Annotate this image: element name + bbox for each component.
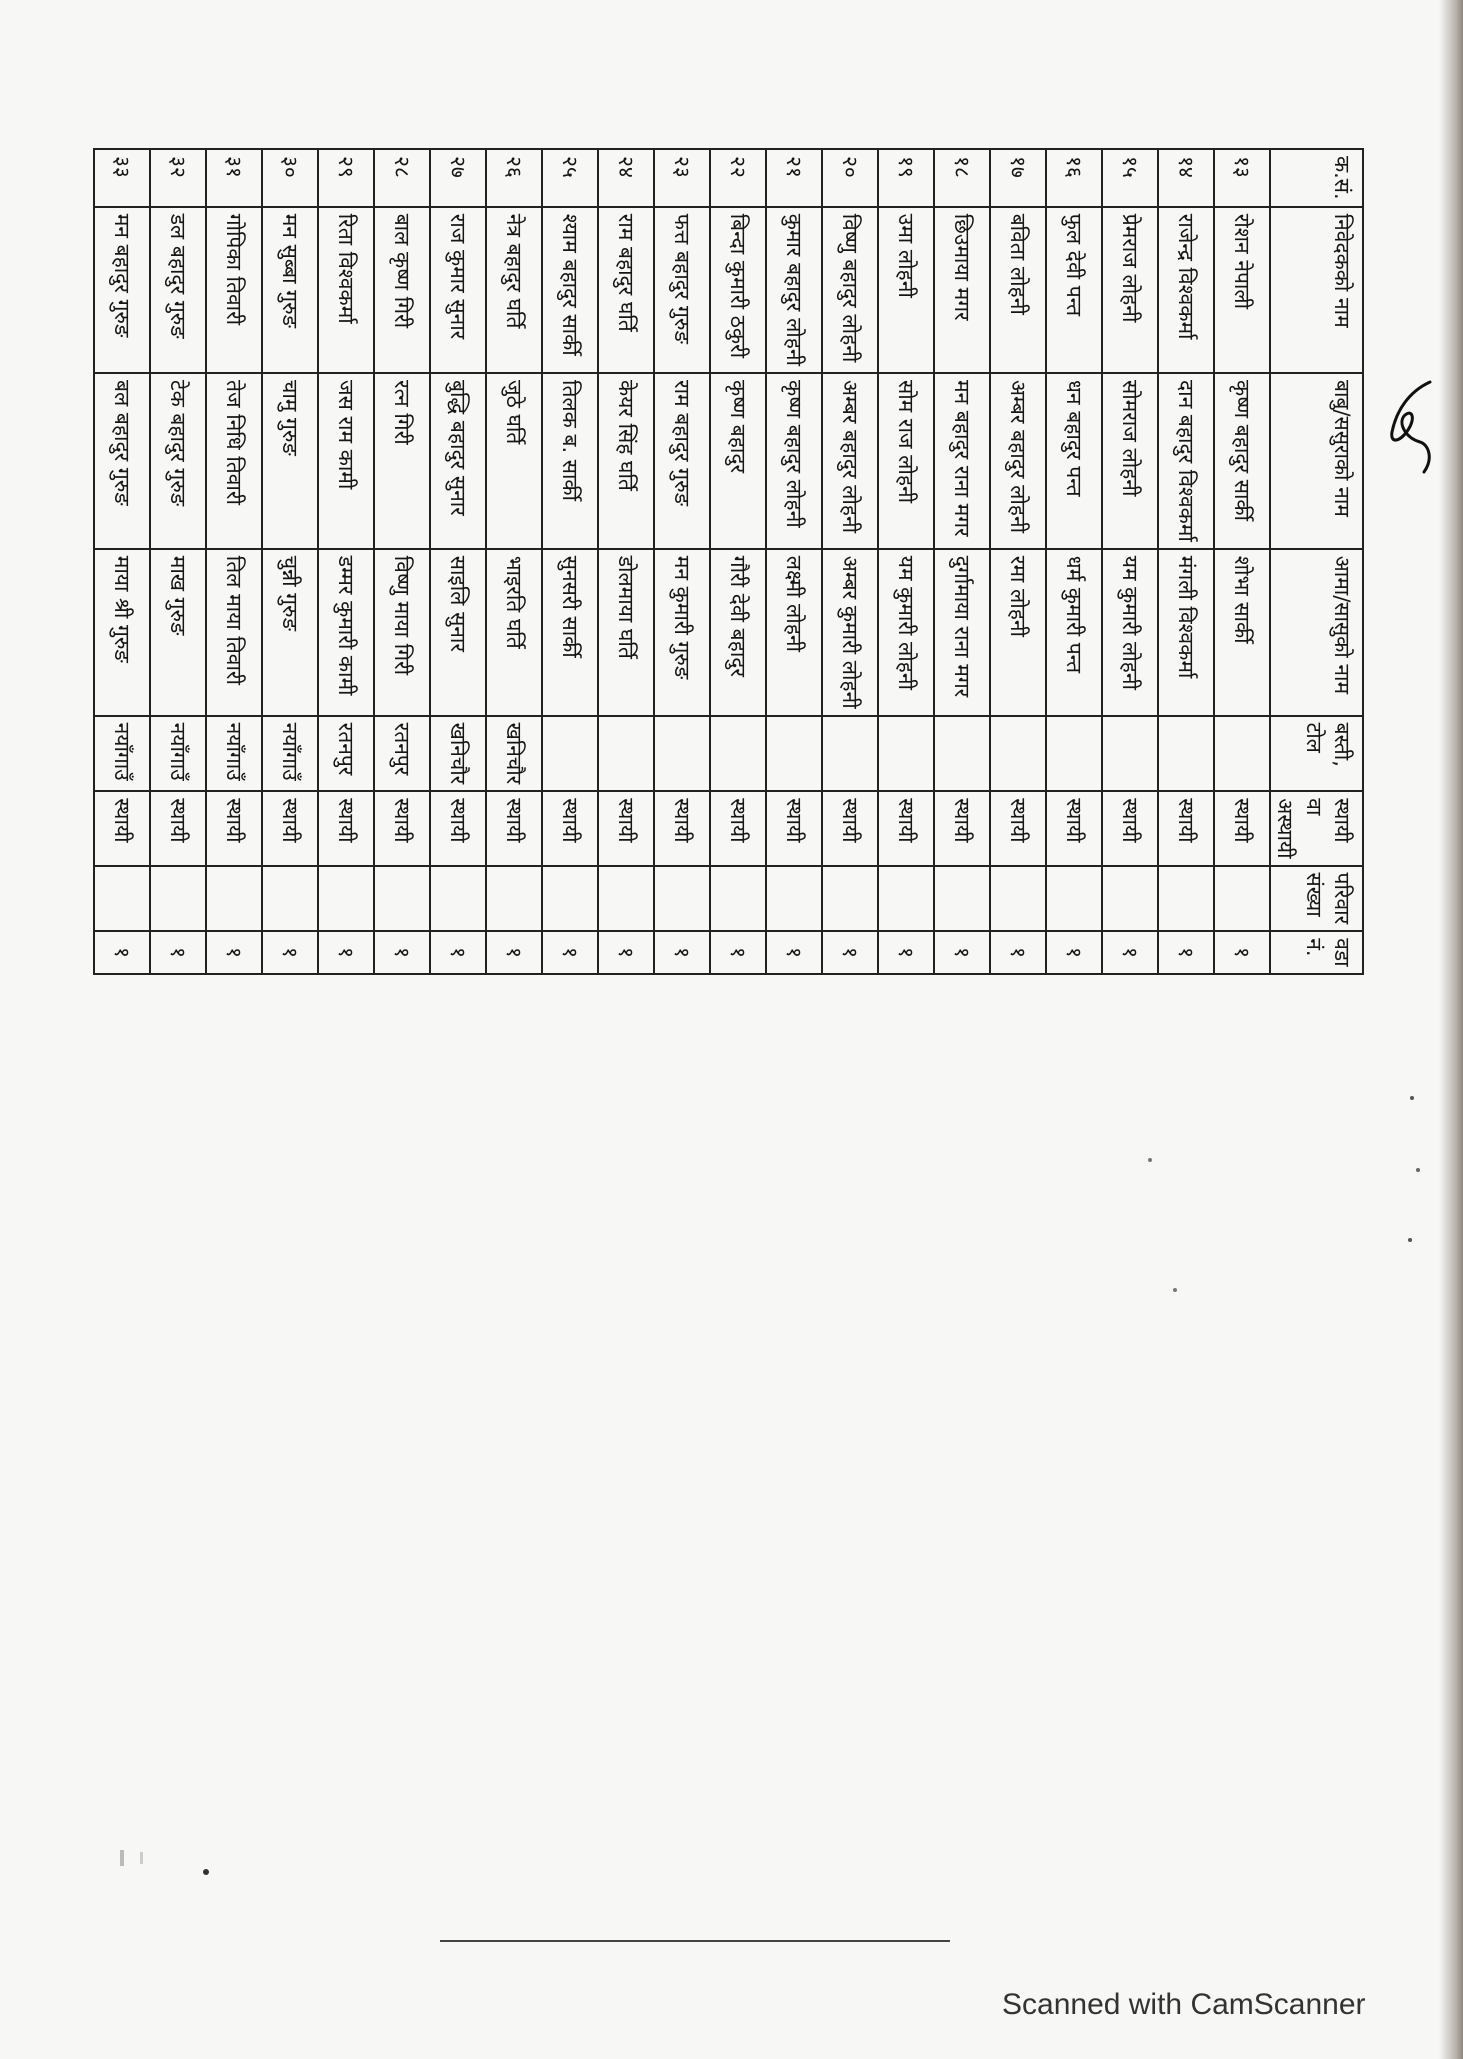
cell-tole: रतनपुर — [318, 716, 374, 792]
table-row — [1214, 149, 1270, 974]
table-row — [486, 149, 542, 974]
table-row — [934, 149, 990, 974]
cell-serial: ३२ — [150, 149, 206, 207]
cell-serial: १७ — [990, 149, 1046, 207]
cell-applicant-name: श्याम बहादुर सार्की — [542, 207, 598, 373]
cell-family-count — [262, 866, 318, 932]
cell-status: स्थायी — [206, 791, 262, 865]
cell-status: स्थायी — [150, 791, 206, 865]
cell-family-count — [430, 866, 486, 932]
cell-applicant-name: उमा लोहनी — [878, 207, 934, 373]
cell-family-count — [1046, 866, 1102, 932]
cell-mother-name: दुर्गामाया राना मगर — [934, 549, 990, 716]
cell-family-count — [822, 866, 878, 932]
cell-mother-name: भाइरति घर्ति — [486, 549, 542, 716]
cell-father-name: जस राम कामी — [318, 373, 374, 549]
register-table — [93, 148, 1364, 975]
cell-ward: १ — [318, 931, 374, 973]
table-row — [710, 149, 766, 974]
cell-family-count — [94, 866, 150, 932]
cell-tole — [598, 716, 654, 792]
cell-tole: रतनपुर — [374, 716, 430, 792]
table-row — [878, 149, 934, 974]
cell-serial: १४ — [1158, 149, 1214, 207]
cell-serial: २१ — [766, 149, 822, 207]
cell-applicant-name: डल बहादुर गुरुङ — [150, 207, 206, 373]
cell-father-name: अम्बर बहादुर लोहनी — [822, 373, 878, 549]
header-ward: वडा नं. — [1270, 931, 1363, 973]
cell-mother-name: साइलि सुनार — [430, 549, 486, 716]
cell-tole — [1214, 716, 1270, 792]
cell-mother-name: लक्ष्मी लोहनी — [766, 549, 822, 716]
cell-father-name: बल बहादुर गुरुङ — [94, 373, 150, 549]
cell-mother-name: गौरी देवी बहादुर — [710, 549, 766, 716]
cell-tole — [934, 716, 990, 792]
cell-mother-name: रमा लोहनी — [990, 549, 1046, 716]
table-row — [1102, 149, 1158, 974]
header-father-name: बाबु/ससुराको नाम — [1270, 373, 1363, 549]
table-row — [766, 149, 822, 974]
table-row — [318, 149, 374, 974]
cell-status: स्थायी — [318, 791, 374, 865]
header-sn: क.सं. — [1270, 149, 1363, 207]
table-row — [542, 149, 598, 974]
cell-tole — [766, 716, 822, 792]
table-row — [430, 149, 486, 974]
cell-family-count — [318, 866, 374, 932]
cell-status: स्थायी — [262, 791, 318, 865]
cell-family-count — [654, 866, 710, 932]
cell-father-name: धन बहादुर पन्त — [1046, 373, 1102, 549]
cell-applicant-name: बविता लोहनी — [990, 207, 1046, 373]
table-row — [1046, 149, 1102, 974]
footer-rule — [440, 1940, 950, 1942]
cell-family-count — [1102, 866, 1158, 932]
cell-status: स्थायी — [1158, 791, 1214, 865]
table-row — [94, 149, 150, 974]
camscanner-watermark: Scanned with CamScanner — [1002, 1988, 1366, 2021]
cell-family-count — [710, 866, 766, 932]
cell-serial: ३१ — [206, 149, 262, 207]
cell-father-name: राम बहादुर गुरुङ — [654, 373, 710, 549]
cell-father-name: कृष्ण बहादुर सार्की — [1214, 373, 1270, 549]
cell-father-name: सोमराज लोहनी — [1102, 373, 1158, 549]
cell-serial: १९ — [878, 149, 934, 207]
cell-ward: १ — [934, 931, 990, 973]
cell-serial: १८ — [934, 149, 990, 207]
cell-applicant-name: राजेन्द्र विश्वकर्मा — [1158, 207, 1214, 373]
header-status: स्थायी वा अस्थायी — [1270, 791, 1363, 865]
cell-tole: खनिचौर — [486, 716, 542, 792]
rotated-table-wrapper — [93, 148, 1364, 975]
cell-status: स्थायी — [822, 791, 878, 865]
cell-tole — [1046, 716, 1102, 792]
table-row — [654, 149, 710, 974]
cell-father-name: कृष्ण बहादुर लोहनी — [766, 373, 822, 549]
cell-serial: २५ — [542, 149, 598, 207]
cell-mother-name: मंगली विश्वकर्मा — [1158, 549, 1214, 716]
table-row — [990, 149, 1046, 974]
cell-tole: नयाँगाउँ — [94, 716, 150, 792]
cell-serial: २४ — [598, 149, 654, 207]
cell-tole — [542, 716, 598, 792]
cell-ward: १ — [150, 931, 206, 973]
cell-family-count — [150, 866, 206, 932]
cell-status: स्थायी — [878, 791, 934, 865]
table-row — [598, 149, 654, 974]
cell-mother-name: डम्मर कुमारी कामी — [318, 549, 374, 716]
cell-ward: १ — [94, 931, 150, 973]
cell-tole — [878, 716, 934, 792]
cell-ward: १ — [822, 931, 878, 973]
cell-applicant-name: राज कुमार सुनार — [430, 207, 486, 373]
cell-status: स्थायी — [1214, 791, 1270, 865]
cell-father-name: रत्न गिरी — [374, 373, 430, 549]
header-mother-name: आमा/सासुको नाम — [1270, 549, 1363, 716]
cell-father-name: केयर सिंह घर्ति — [598, 373, 654, 549]
cell-status: स्थायी — [710, 791, 766, 865]
cell-status: स्थायी — [934, 791, 990, 865]
cell-ward: १ — [262, 931, 318, 973]
cell-mother-name: चुन्नी गुरुङ — [262, 549, 318, 716]
cell-tole: खनिचौर — [430, 716, 486, 792]
cell-ward: १ — [1214, 931, 1270, 973]
cell-status: स्थायी — [598, 791, 654, 865]
cell-tole — [1102, 716, 1158, 792]
cell-ward: १ — [1158, 931, 1214, 973]
cell-family-count — [990, 866, 1046, 932]
cell-applicant-name: फुल देवी पन्त — [1046, 207, 1102, 373]
cell-mother-name: धर्म कुमारी पन्त — [1046, 549, 1102, 716]
cell-family-count — [934, 866, 990, 932]
cell-father-name: बुद्धि बहादुर सुनार — [430, 373, 486, 549]
cell-serial: १३ — [1214, 149, 1270, 207]
cell-applicant-name: नेत्र बहादुर घर्ति — [486, 207, 542, 373]
cell-family-count — [1214, 866, 1270, 932]
cell-father-name: मन बहादुर राना मगर — [934, 373, 990, 549]
cell-mother-name: सुनसरी सार्की — [542, 549, 598, 716]
cell-serial: १६ — [1046, 149, 1102, 207]
signature-mark — [1378, 372, 1448, 482]
cell-ward: १ — [654, 931, 710, 973]
cell-applicant-name: रोशन नेपाली — [1214, 207, 1270, 373]
cell-status: स्थायी — [1046, 791, 1102, 865]
cell-mother-name: विष्णु माया गिरी — [374, 549, 430, 716]
cell-ward: १ — [430, 931, 486, 973]
cell-ward: १ — [1046, 931, 1102, 973]
cell-ward: १ — [374, 931, 430, 973]
cell-tole: नयाँगाउँ — [150, 716, 206, 792]
cell-mother-name: माख गुरुङ — [150, 549, 206, 716]
cell-serial: ३३ — [94, 149, 150, 207]
cell-ward: १ — [598, 931, 654, 973]
header-row — [1270, 149, 1363, 974]
cell-serial: २७ — [430, 149, 486, 207]
cell-mother-name: अम्बर कुमारी लोहनी — [822, 549, 878, 716]
cell-father-name: जुठे घर्ति — [486, 373, 542, 549]
table-row — [1158, 149, 1214, 974]
cell-serial: ३० — [262, 149, 318, 207]
cell-serial: २२ — [710, 149, 766, 207]
table-row — [206, 149, 262, 974]
cell-mother-name: मन कुमारी गुरुङ — [654, 549, 710, 716]
cell-tole: नयाँगाउँ — [206, 716, 262, 792]
cell-ward: १ — [1102, 931, 1158, 973]
cell-family-count — [374, 866, 430, 932]
cell-applicant-name: मन सुब्बा गुरुङ — [262, 207, 318, 373]
cell-mother-name: यम कुमारी लोहनी — [878, 549, 934, 716]
cell-tole — [822, 716, 878, 792]
cell-applicant-name: रिता विश्वकर्मा — [318, 207, 374, 373]
cell-mother-name: डोलमाया घर्ति — [598, 549, 654, 716]
cell-status: स्थायी — [430, 791, 486, 865]
cell-family-count — [598, 866, 654, 932]
cell-tole — [654, 716, 710, 792]
cell-status: स्थायी — [766, 791, 822, 865]
cell-status: स्थायी — [374, 791, 430, 865]
cell-applicant-name: छिउमाया मगर — [934, 207, 990, 373]
cell-father-name: तेज निधि तिवारी — [206, 373, 262, 549]
cell-family-count — [542, 866, 598, 932]
table-row — [374, 149, 430, 974]
cell-father-name: सोम राज लोहनी — [878, 373, 934, 549]
cell-family-count — [878, 866, 934, 932]
cell-mother-name: माया श्री गुरुङ — [94, 549, 150, 716]
cell-father-name: कृष्ण बहादुर — [710, 373, 766, 549]
table-row — [262, 149, 318, 974]
cell-mother-name: यम कुमारी लोहनी — [1102, 549, 1158, 716]
cell-applicant-name: विष्णु बहादुर लोहनी — [822, 207, 878, 373]
cell-applicant-name: मन बहादुर गुरुङ — [94, 207, 150, 373]
cell-serial: २० — [822, 149, 878, 207]
cell-ward: १ — [486, 931, 542, 973]
cell-father-name: चामु गुरुङ — [262, 373, 318, 549]
cell-ward: १ — [710, 931, 766, 973]
table-row — [150, 149, 206, 974]
cell-ward: १ — [542, 931, 598, 973]
cell-status: स्थायी — [542, 791, 598, 865]
cell-ward: १ — [766, 931, 822, 973]
cell-status: स्थायी — [654, 791, 710, 865]
cell-applicant-name: गोपिका तिवारी — [206, 207, 262, 373]
header-tole: बस्ती, टोल — [1270, 716, 1363, 792]
cell-tole — [1158, 716, 1214, 792]
header-family-count: परिवार संख्या — [1270, 866, 1363, 932]
cell-father-name: टेक बहादुर गुरुङ — [150, 373, 206, 549]
cell-applicant-name: बिन्दा कुमारी ठकुरी — [710, 207, 766, 373]
cell-status: स्थायी — [486, 791, 542, 865]
cell-father-name: तिलक ब. सार्की — [542, 373, 598, 549]
cell-applicant-name: प्रेमराज लोहनी — [1102, 207, 1158, 373]
cell-serial: २८ — [374, 149, 430, 207]
cell-applicant-name: राम बहादुर घर्ति — [598, 207, 654, 373]
cell-applicant-name: फत्त बहादुर गुरुङ — [654, 207, 710, 373]
cell-family-count — [766, 866, 822, 932]
header-applicant-name: निवेदकको नाम — [1270, 207, 1363, 373]
table-row — [822, 149, 878, 974]
cell-applicant-name: कुमार बहादुर लोहनी — [766, 207, 822, 373]
cell-ward: १ — [878, 931, 934, 973]
cell-status: स्थायी — [94, 791, 150, 865]
cell-ward: १ — [206, 931, 262, 973]
cell-serial: १५ — [1102, 149, 1158, 207]
cell-mother-name: शोभा सार्की — [1214, 549, 1270, 716]
cell-ward: १ — [990, 931, 1046, 973]
cell-family-count — [206, 866, 262, 932]
cell-family-count — [486, 866, 542, 932]
cell-serial: २३ — [654, 149, 710, 207]
cell-tole: नयाँगाउँ — [262, 716, 318, 792]
cell-mother-name: तिल माया तिवारी — [206, 549, 262, 716]
cell-tole — [990, 716, 1046, 792]
cell-father-name: अम्बर बहादुर लोहनी — [990, 373, 1046, 549]
cell-status: स्थायी — [1102, 791, 1158, 865]
cell-status: स्थायी — [990, 791, 1046, 865]
cell-family-count — [1158, 866, 1214, 932]
cell-father-name: दान बहादुर विश्वकर्मा — [1158, 373, 1214, 549]
cell-serial: २९ — [318, 149, 374, 207]
cell-tole — [710, 716, 766, 792]
cell-applicant-name: बाल कृष्ण गिरी — [374, 207, 430, 373]
cell-serial: २६ — [486, 149, 542, 207]
